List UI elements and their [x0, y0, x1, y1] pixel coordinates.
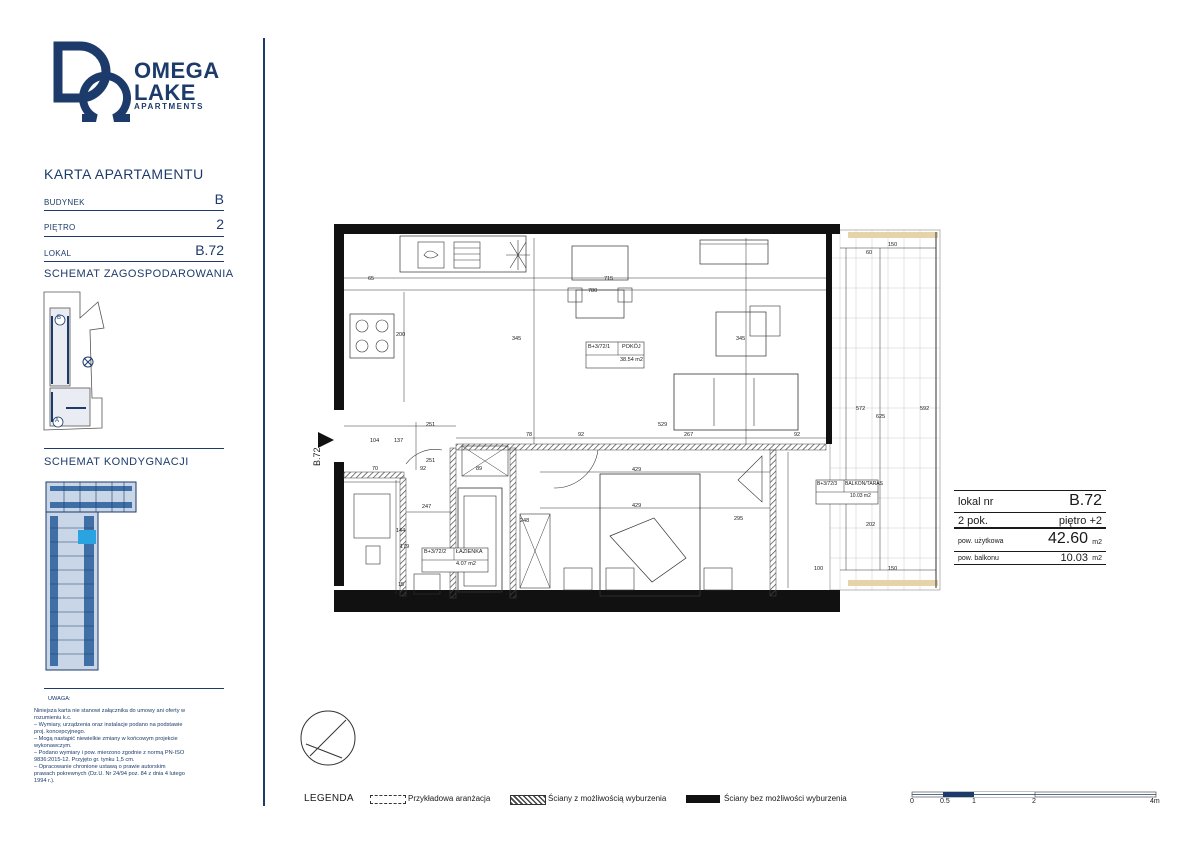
- dim-label: 429: [632, 503, 642, 509]
- dim-label: 248: [520, 518, 530, 524]
- omega-logo-icon: [52, 40, 142, 124]
- entrance-arrow-icon: [318, 432, 334, 448]
- row-divider: [44, 210, 224, 211]
- row-label-pietro: PIĘTRO: [44, 223, 76, 232]
- dim-label: 89: [476, 466, 483, 472]
- card-title: KARTA APARTAMENTU: [44, 166, 204, 182]
- room-main-area-unit: m2: [635, 357, 643, 363]
- site-plan-diagram: [40, 288, 160, 438]
- dim-label: 202: [866, 522, 876, 528]
- apartment-floor-plan: [310, 218, 950, 618]
- scale-tick: 1: [972, 798, 976, 805]
- dim-label: 70: [372, 466, 379, 472]
- sidebar-divider: [263, 38, 265, 806]
- dim-label: 137: [394, 438, 404, 444]
- lokal-value: B.72: [1069, 492, 1102, 509]
- brand-logo: [52, 40, 232, 124]
- floor-plan-diagram: [44, 478, 144, 674]
- unit-side-label: B.72: [312, 447, 322, 466]
- dim-label: 92: [578, 432, 585, 438]
- site-plan-title: SCHEMAT ZAGOSPODAROWANIA: [44, 268, 234, 280]
- dim-label: 572: [856, 406, 866, 412]
- dim-label: 345: [736, 336, 746, 342]
- room-main-area-value: 38.54: [620, 357, 634, 363]
- note-line: – Opracowanie chronione ustawą o prawie autorskim: [34, 764, 166, 770]
- rooms-label: 2 pok.: [958, 515, 988, 527]
- note-line: prawach pokrewnych (Dz.U. Nr 24/94 poz. 84 z dnia 4 lutego: [34, 771, 185, 777]
- dim-label: 780: [588, 288, 598, 294]
- info-bottom-border: [954, 564, 1106, 565]
- note-line: Niniejsza karta nie stanowi załącznika do umowy ani oferty w: [34, 708, 186, 714]
- usable-unit: m2: [1092, 539, 1102, 546]
- note-line: wykonawczym.: [34, 743, 72, 749]
- note-line: – Wymiary, urządzenia oraz instalacje podano na podstawie: [34, 722, 183, 728]
- brand-line3: APARTMENTS: [134, 102, 204, 111]
- row-divider: [44, 236, 224, 237]
- floor-plan-title: SCHEMAT KONDYGNACJI: [44, 456, 189, 468]
- note-line: proj. koncepcyjnego.: [34, 729, 86, 735]
- room-bath-area-unit: m2: [468, 561, 476, 567]
- notes-body: [34, 708, 220, 785]
- legend-swatch-dashed: [370, 795, 406, 804]
- dim-label: 78: [526, 432, 533, 438]
- room-bath-area-value: 4.07: [456, 561, 467, 567]
- dim-label: 150: [888, 566, 898, 572]
- note-line: 1994 r.).: [34, 778, 55, 784]
- brand-line2: LAKE: [134, 80, 196, 105]
- row-value-budynek: B: [214, 191, 224, 207]
- scale-tick: 0.5: [940, 798, 950, 805]
- room-balcony-area-unit: m2: [863, 493, 871, 499]
- room-balcony-area-value: 10.03: [850, 493, 863, 499]
- unit-info-box: [954, 490, 1106, 564]
- balcony-unit: m2: [1092, 555, 1102, 562]
- dim-label: 65: [368, 276, 375, 282]
- legend-label-arrangement: Przykładowa aranżacja: [408, 794, 491, 803]
- usable-label: pow. użytkowa: [958, 538, 1004, 545]
- dim-label: 15: [398, 582, 405, 588]
- row-value-pietro: 2: [216, 216, 224, 232]
- legend-label-demolishable: Ściany z możliwością wyburzenia: [548, 794, 667, 803]
- site-marker-b: B: [57, 315, 62, 321]
- section-divider: [44, 688, 224, 689]
- dim-label: 247: [422, 504, 432, 510]
- dim-label: 251: [426, 422, 436, 428]
- info-divider-bold: [954, 527, 1106, 529]
- info-divider: [954, 512, 1106, 513]
- dim-label: 529: [658, 422, 668, 428]
- note-line: – Mogą nastąpić niewielkie zmiany w końcowym projekcie: [34, 736, 178, 742]
- dim-label: 92: [794, 432, 801, 438]
- dim-label: 92: [420, 466, 427, 472]
- brand-line1: OMEGA: [134, 58, 220, 83]
- north-compass-icon: [298, 708, 358, 768]
- scale-tick: 4m: [1150, 798, 1160, 805]
- notes-heading: UWAGA:: [48, 696, 71, 702]
- site-marker-a: A: [55, 418, 60, 424]
- legend-swatch-hatched: [510, 795, 546, 805]
- room-main-area: [620, 357, 643, 363]
- room-bath-area: [456, 561, 476, 567]
- dim-label: 144: [396, 528, 406, 534]
- row-label-lokal: LOKAL: [44, 249, 72, 258]
- dim-label: 592: [920, 406, 930, 412]
- lokal-label: lokal nr: [958, 496, 994, 508]
- room-bath-code: B+3/72/2: [424, 549, 447, 555]
- room-balcony-code: B+3/72/3: [817, 481, 838, 487]
- floor-label: piętro +2: [1058, 515, 1102, 527]
- room-balcony-name: BALKON/TARAS: [845, 481, 883, 487]
- scale-tick: 0: [910, 798, 914, 805]
- dim-label: 179: [400, 544, 410, 550]
- row-value-lokal: B.72: [195, 242, 224, 258]
- dim-label: 715: [604, 276, 614, 282]
- legend-title: LEGENDA: [304, 793, 354, 804]
- balcony-value: 10.03: [1060, 552, 1088, 564]
- dim-label: 625: [876, 414, 886, 420]
- dim-label: 60: [866, 250, 873, 256]
- row-divider: [44, 261, 224, 262]
- dim-label: 104: [370, 438, 380, 444]
- dim-label: 345: [512, 336, 522, 342]
- dim-label: 150: [888, 242, 898, 248]
- room-main-name: POKÓJ: [622, 344, 641, 350]
- row-label-budynek: BUDYNEK: [44, 198, 85, 207]
- note-line: rozumieniu k.c.: [34, 715, 72, 721]
- room-bath-name: ŁAZIENKA: [456, 549, 483, 555]
- dim-label: 267: [684, 432, 694, 438]
- usable-value: 42.60: [1047, 530, 1088, 547]
- room-balcony-area: [850, 493, 871, 499]
- legend-label-structural: Ściany bez możliwości wyburzenia: [724, 794, 847, 803]
- note-line: – Podano wymiary i pow. mierzono zgodnie z normą PN-ISO: [34, 750, 185, 756]
- legend-swatch-solid: [686, 795, 720, 803]
- scale-tick: 2: [1032, 798, 1036, 805]
- info-top-border: [954, 490, 1106, 491]
- balcony-label: pow. balkonu: [958, 555, 999, 562]
- section-divider: [44, 448, 224, 449]
- room-main-code: B+3/72/1: [588, 344, 611, 350]
- highlight-unit-marker: [78, 530, 96, 544]
- dim-label: 429: [632, 467, 642, 473]
- dim-label: 100: [814, 566, 824, 572]
- note-line: 9836:2015-12. Przyjęto gr. tynku 1,5 cm.: [34, 757, 135, 763]
- dim-label: 251: [426, 458, 436, 464]
- dim-label: 295: [734, 516, 744, 522]
- sidebar: [0, 0, 260, 848]
- dim-label: 200: [396, 332, 406, 338]
